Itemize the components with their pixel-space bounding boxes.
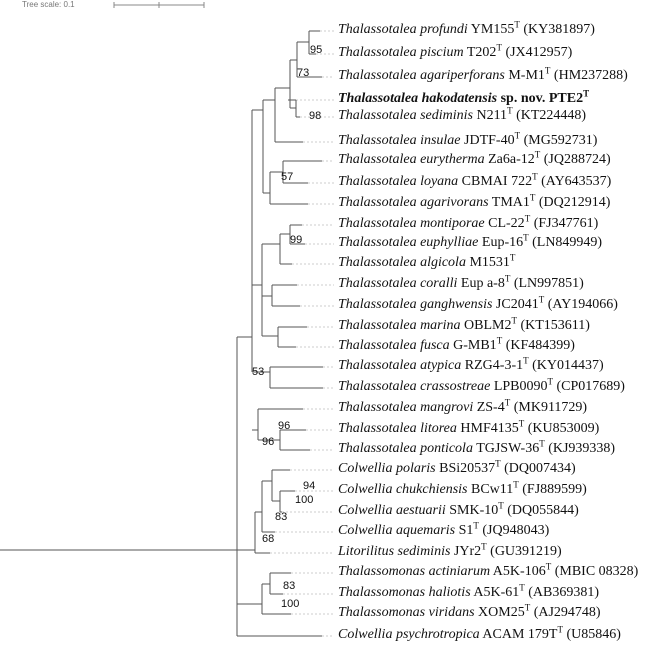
leaf-label [338,315,590,334]
leaf-strain: Eup-16 [478,235,524,250]
leaf-accession: (MG592731) [520,133,598,148]
leaf-taxon-name: Thalassotalea marina [338,318,461,333]
bootstrap-value: 96 [278,420,291,432]
bootstrap-value: 73 [297,67,310,79]
leaf-label [338,335,575,354]
tree-scale-label: Tree scale: 0.1 [22,0,75,9]
leaf-taxon-name: Thalassotalea agariperforans [338,68,505,83]
leaf-accession: (KU853009) [524,421,600,436]
leaf-taxon-name: Thalassotalea ponticola [338,441,473,456]
bootstrap-value: 57 [281,171,294,183]
type-strain-superscript: T [518,418,525,429]
leaf-strain: Za6a-12 [484,152,535,167]
leaf-accession: (MBIC 08328) [551,564,639,579]
leaf-label [338,65,628,84]
leaf-label [338,520,550,539]
leaf-label [338,213,599,232]
leaf-accession: (LN849949) [528,235,603,250]
bootstrap-value: 68 [262,533,275,545]
leaf-taxon-name: Thalassotalea coralli [338,276,458,291]
leaf-label [338,232,603,251]
leaf-accession: (JX412957) [501,45,573,60]
leaf-taxon-name: Thalassomonas actiniarum [338,564,491,579]
type-strain-superscript: T [513,479,519,490]
type-strain-superscript: T [524,602,531,613]
leaf-label [338,624,621,643]
bootstrap-value: 100 [281,598,300,610]
type-strain-superscript: T [514,130,521,141]
leaf-accession: (FJ889599) [518,482,587,497]
leaf-strain: BCw11 [467,482,514,497]
leaf-taxon-name: Thalassomonas viridans [338,605,475,620]
leaf-label [338,149,611,168]
leaf-strain: OBLM2 [460,318,512,333]
leaf-strain: A5K-106 [490,564,546,579]
bootstrap-value: 96 [262,436,275,448]
leaf-strain: BSi20537 [435,461,496,476]
leaf-label [338,355,604,374]
leaf-taxon-name: Thalassotalea sediminis [338,108,473,123]
leaf-accession: (GU391219) [486,544,562,559]
type-strain-superscript: T [481,541,487,552]
type-strain-superscript: T [544,65,551,76]
type-strain-superscript: T [509,252,516,263]
leaf-taxon-name: Colwellia chukchiensis [338,482,468,497]
leaf-taxon-name: Thalassotalea piscium [338,45,464,60]
leaf-strain: HMF4135 [456,421,519,436]
leaf-accession: (LN997851) [510,276,584,291]
leaf-label [338,171,612,190]
leaf-accession: (FJ347761) [530,216,599,231]
leaf-taxon-name: Thalassotalea fusca [338,338,450,353]
type-strain-superscript: T [523,232,529,243]
leaf-taxon-name: Thalassotalea mangrovi [338,400,474,415]
leaf-accession: (DQ007434) [500,461,576,476]
type-strain-superscript: T [532,171,538,182]
leaf-strain: SMK-10 [445,503,499,518]
leaf-label [338,397,588,416]
leaf-strain: CL-22 [484,216,525,231]
type-strain-superscript: T [583,88,590,99]
leaf-label [338,418,600,437]
leaf-accession: (KY381897) [519,22,595,37]
bootstrap-value: 94 [303,480,316,492]
leaf-accession: (JQ948043) [478,523,550,538]
type-strain-superscript: T [511,315,517,326]
type-strain-superscript: T [495,458,501,469]
leaf-strain: YM155 [467,22,515,37]
type-strain-superscript: T [519,582,525,593]
leaf-accession: (DQ055844) [503,503,579,518]
leaf-accession: (KT153611) [516,318,590,333]
type-strain-superscript: T [524,213,531,224]
leaf-strain: JDTF-40 [460,133,515,148]
leaf-accession: (JQ288724) [540,152,611,167]
leaf-accession: (KJ939338) [544,441,616,456]
leaf-taxon-name: Thalassotalea crassostreae [338,379,491,394]
leaf-accession: (AB369381) [524,585,600,600]
leaf-accession: (HM237288) [550,68,628,83]
leaf-taxon-name: Thalassomonas haliotis [338,585,471,600]
leaf-taxon-name: Thalassotalea atypica [338,358,462,373]
leaf-taxon-name: Thalassotalea profundi [338,22,468,37]
leaf-label [338,294,618,313]
leaf-strain: ZS-4 [473,400,505,415]
leaf-accession: (KF484399) [502,338,575,353]
type-strain-superscript: T [514,19,520,30]
leaf-strain: S1 [455,523,474,538]
leaf-label [338,42,573,61]
bootstrap-value: 83 [283,580,296,592]
type-strain-superscript: T [547,376,554,387]
leaf-strain: Eup a-8 [457,276,505,291]
leaf-strain: N211 [472,108,508,123]
type-strain-superscript: T [504,397,511,408]
leaf-accession: (KY014437) [528,358,604,373]
leaf-label [338,500,579,519]
leaf-taxon-name: Colwellia psychrotropica [338,627,480,642]
leaf-taxon-name: Thalassotalea agarivorans [338,195,489,210]
leaf-taxon-name: Thalassotalea montiporae [338,216,485,231]
leaf-strain: T202 [463,45,497,60]
bootstrap-value: 100 [295,494,314,506]
type-strain-superscript: T [538,294,545,305]
bootstrap-value: 99 [290,234,303,246]
type-strain-superscript: T [539,438,545,449]
leaf-accession: (DQ212914) [535,195,611,210]
bootstrap-value: 98 [309,110,322,122]
leaf-accession: (AJ294748) [530,605,601,620]
leaf-accession: (U85846) [562,627,621,642]
type-strain-superscript: T [504,273,511,284]
type-strain-superscript: T [523,355,529,366]
leaf-strain: JYr2 [450,544,482,559]
type-strain-superscript: T [496,335,503,346]
leaf-label [338,273,584,292]
leaf-taxon-name: Colwellia aestuarii [338,503,446,518]
leaf-taxon-name: Thalassotalea insulae [338,133,461,148]
leaf-label [338,561,639,580]
leaf-taxon-name: Litorilitus sediminis [338,544,451,559]
leaf-strain: M1531 [465,255,510,270]
leaf-accession: (AY643537) [537,174,612,189]
leaf-accession: (KT224448) [512,108,587,123]
type-strain-superscript: T [545,561,552,572]
leaf-label [338,602,601,621]
leaf-strain: CBMAI 722 [458,174,533,189]
leaf-label [338,438,616,457]
leaf-label [338,252,516,271]
type-strain-superscript: T [507,105,513,116]
leaf-label [338,479,587,498]
leaf-label [338,19,595,38]
leaf-strain: ACAM 179T [479,627,558,642]
bootstrap-value: 53 [252,366,265,378]
leaf-strain: sp. nov. PTE2 [497,91,584,106]
leaf-label [338,105,587,124]
bootstrap-value: 95 [310,44,323,56]
leaf-accession: (MK911729) [510,400,588,415]
leaf-label [338,192,611,211]
leaf-taxon-name: Thalassotalea ganghwensis [338,297,493,312]
leaf-label [338,376,625,395]
type-strain-superscript: T [534,149,541,160]
leaf-strain: RZG4-3-1 [461,358,524,373]
leaf-taxon-name: Thalassotalea euphylliae [338,235,479,250]
leaf-taxon-name: Thalassotalea hakodatensis [338,91,498,106]
leaf-label [338,582,600,601]
leaf-strain: LPB0090 [490,379,548,394]
leaf-strain: G-MB1 [449,338,497,353]
type-strain-superscript: T [473,520,479,531]
leaf-strain: A5K-61 [470,585,520,600]
type-strain-superscript: T [529,192,536,203]
leaf-label [338,88,590,107]
leaf-strain: XOM25 [474,605,525,620]
type-strain-superscript: T [498,500,504,511]
leaf-label [338,130,598,149]
leaf-label [338,458,576,477]
leaf-taxon-name: Thalassotalea loyana [338,174,459,189]
leaf-taxon-name: Colwellia aquemaris [338,523,456,538]
leaf-taxon-name: Colwellia polaris [338,461,436,476]
leaf-strain: TGJSW-36 [472,441,540,456]
leaf-label [338,541,562,560]
bootstrap-value: 83 [275,511,288,523]
leaf-strain: M-M1 [504,68,545,83]
leaf-strain: TMA1 [488,195,530,210]
leaf-taxon-name: Thalassotalea algicola [338,255,466,270]
leaf-taxon-name: Thalassotalea litorea [338,421,457,436]
type-strain-superscript: T [496,42,502,53]
type-strain-superscript: T [557,624,563,635]
leaf-strain: JC2041 [492,297,539,312]
leaf-taxon-name: Thalassotalea eurytherma [338,152,485,167]
leaf-accession: (CP017689) [553,379,625,394]
leaf-accession: (AY194066) [544,297,618,312]
